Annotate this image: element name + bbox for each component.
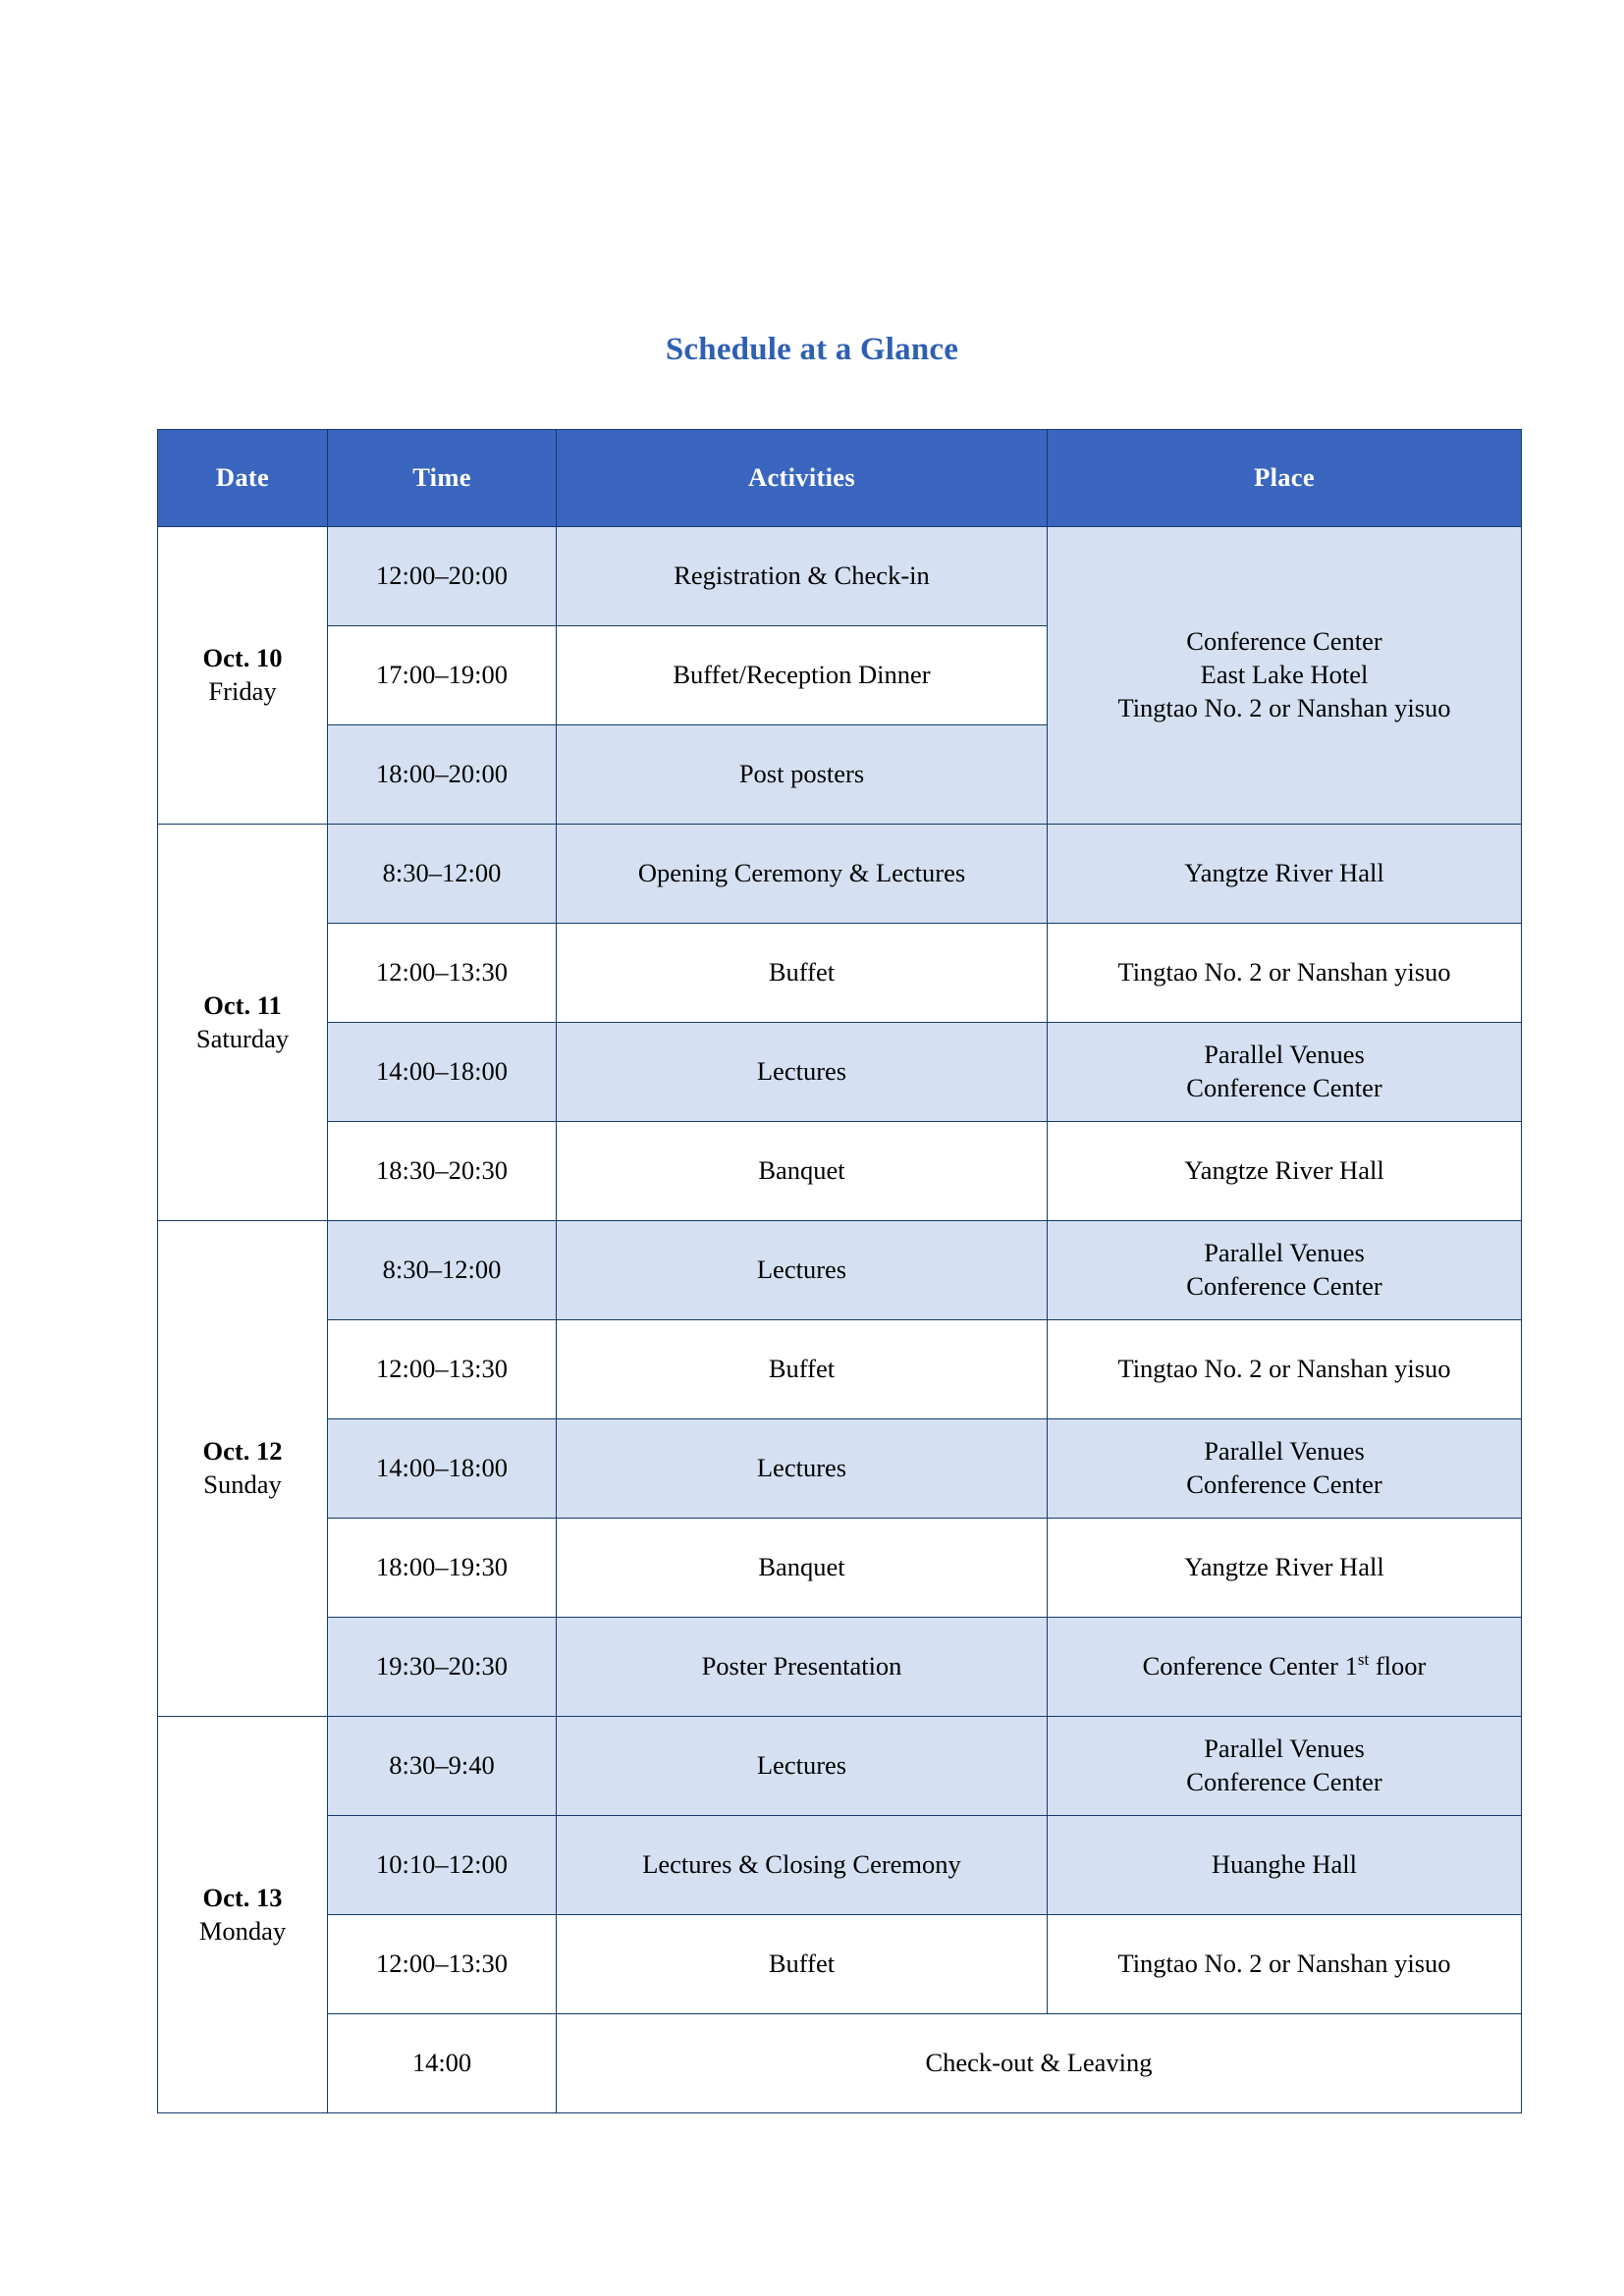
place-line: Conference Center [1186, 1073, 1382, 1102]
place-line: Conference Center [1186, 1767, 1382, 1796]
time-cell: 12:00–20:00 [328, 527, 557, 626]
table-row [158, 825, 1522, 924]
time-cell: 12:00–13:30 [328, 924, 557, 1023]
activity-cell: Registration & Check-in [557, 527, 1048, 626]
place-cell: Yangtze River Hall [1048, 825, 1522, 924]
time-cell: 18:00–20:00 [328, 725, 557, 825]
time-cell: 14:00 [328, 2014, 557, 2113]
time-cell: 18:00–19:30 [328, 1519, 557, 1618]
activity-cell: Buffet [557, 1915, 1048, 2014]
table-row [158, 1221, 1522, 1320]
time-cell: 14:00–18:00 [328, 1419, 557, 1519]
schedule-table-container [157, 429, 1470, 2113]
place-cell: Yangtze River Hall [1048, 1519, 1522, 1618]
place-cell [1048, 1221, 1522, 1320]
date-label: Oct. 13 [202, 1882, 283, 1912]
date-cell-oct-10 [158, 527, 328, 825]
time-cell: 18:30–20:30 [328, 1122, 557, 1221]
time-cell: 10:10–12:00 [328, 1816, 557, 1915]
place-cell [1048, 1419, 1522, 1519]
table-row [158, 1320, 1522, 1419]
place-cell: Tingtao No. 2 or Nanshan yisuo [1048, 1915, 1522, 2014]
activity-cell: Buffet [557, 924, 1048, 1023]
date-label: Oct. 10 [202, 643, 283, 673]
table-row [158, 924, 1522, 1023]
table-row [158, 1717, 1522, 1816]
place-text-suffix: floor [1369, 1651, 1427, 1682]
date-cell-oct-13 [158, 1717, 328, 2113]
weekday-label: Saturday [195, 1023, 290, 1053]
time-cell: 14:00–18:00 [328, 1023, 557, 1122]
date-label: Oct. 11 [203, 989, 282, 1020]
table-row [158, 1816, 1522, 1915]
activity-cell: Opening Ceremony & Lectures [557, 825, 1048, 924]
column-header-activities: Activities [557, 430, 1048, 527]
time-cell: 8:30–9:40 [328, 1717, 557, 1816]
table-header [158, 430, 1522, 527]
table-row [158, 1419, 1522, 1519]
time-cell: 8:30–12:00 [328, 1221, 557, 1320]
time-cell: 12:00–13:30 [328, 1915, 557, 2014]
page-title: Schedule at a Glance [665, 332, 959, 367]
column-header-date: Date [158, 430, 328, 527]
schedule-table [157, 429, 1522, 2113]
activity-cell: Buffet [557, 1320, 1048, 1419]
place-cell: Yangtze River Hall [1048, 1122, 1522, 1221]
place-line: Tingtao No. 2 or Nanshan yisuo [1117, 692, 1451, 722]
activity-cell-checkout: Check-out & Leaving [557, 2014, 1522, 2113]
activity-cell: Lectures & Closing Ceremony [557, 1816, 1048, 1915]
place-cell: Huanghe Hall [1048, 1816, 1522, 1915]
table-row [158, 1023, 1522, 1122]
place-cell [1048, 1023, 1522, 1122]
place-line: Conference Center [1186, 626, 1382, 657]
place-line: Conference Center [1186, 1469, 1382, 1499]
activity-cell: Lectures [557, 1221, 1048, 1320]
column-header-time: Time [328, 430, 557, 527]
time-cell: 17:00–19:00 [328, 626, 557, 725]
place-cell: Tingtao No. 2 or Nanshan yisuo [1048, 924, 1522, 1023]
weekday-label: Friday [208, 676, 277, 706]
place-text: Conference Center 1 [1142, 1651, 1358, 1682]
table-body [158, 527, 1522, 2113]
activity-cell: Banquet [557, 1122, 1048, 1221]
date-cell-oct-12 [158, 1221, 328, 1717]
place-line: Conference Center [1186, 1271, 1382, 1301]
table-row [158, 2014, 1522, 2113]
table-header-row [158, 430, 1522, 527]
column-header-place: Place [1048, 430, 1522, 527]
table-row [158, 1915, 1522, 2014]
place-cell: Tingtao No. 2 or Nanshan yisuo [1048, 1320, 1522, 1419]
weekday-label: Monday [198, 1915, 287, 1946]
table-row [158, 1519, 1522, 1618]
activity-cell: Lectures [557, 1023, 1048, 1122]
activity-cell: Lectures [557, 1419, 1048, 1519]
activity-cell: Post posters [557, 725, 1048, 825]
place-line: Parallel Venues [1204, 1436, 1365, 1467]
activity-cell: Poster Presentation [557, 1618, 1048, 1717]
place-line: East Lake Hotel [1200, 660, 1369, 690]
place-ordinal-suffix: st [1357, 1650, 1370, 1670]
place-cell [1048, 1717, 1522, 1816]
place-line: Parallel Venues [1204, 1734, 1365, 1764]
table-row [158, 1618, 1522, 1717]
activity-cell: Lectures [557, 1717, 1048, 1816]
place-line: Parallel Venues [1204, 1238, 1365, 1268]
weekday-label: Sunday [203, 1469, 282, 1499]
time-cell: 19:30–20:30 [328, 1618, 557, 1717]
activity-cell: Banquet [557, 1519, 1048, 1618]
place-line: Parallel Venues [1204, 1040, 1365, 1070]
date-label: Oct. 12 [202, 1436, 283, 1467]
table-row [158, 1122, 1522, 1221]
place-cell-oct-10 [1048, 527, 1522, 825]
activity-cell: Buffet/Reception Dinner [557, 626, 1048, 725]
table-row [158, 527, 1522, 626]
time-cell: 8:30–12:00 [328, 825, 557, 924]
place-cell [1048, 1618, 1522, 1717]
time-cell: 12:00–13:30 [328, 1320, 557, 1419]
date-cell-oct-11 [158, 825, 328, 1221]
